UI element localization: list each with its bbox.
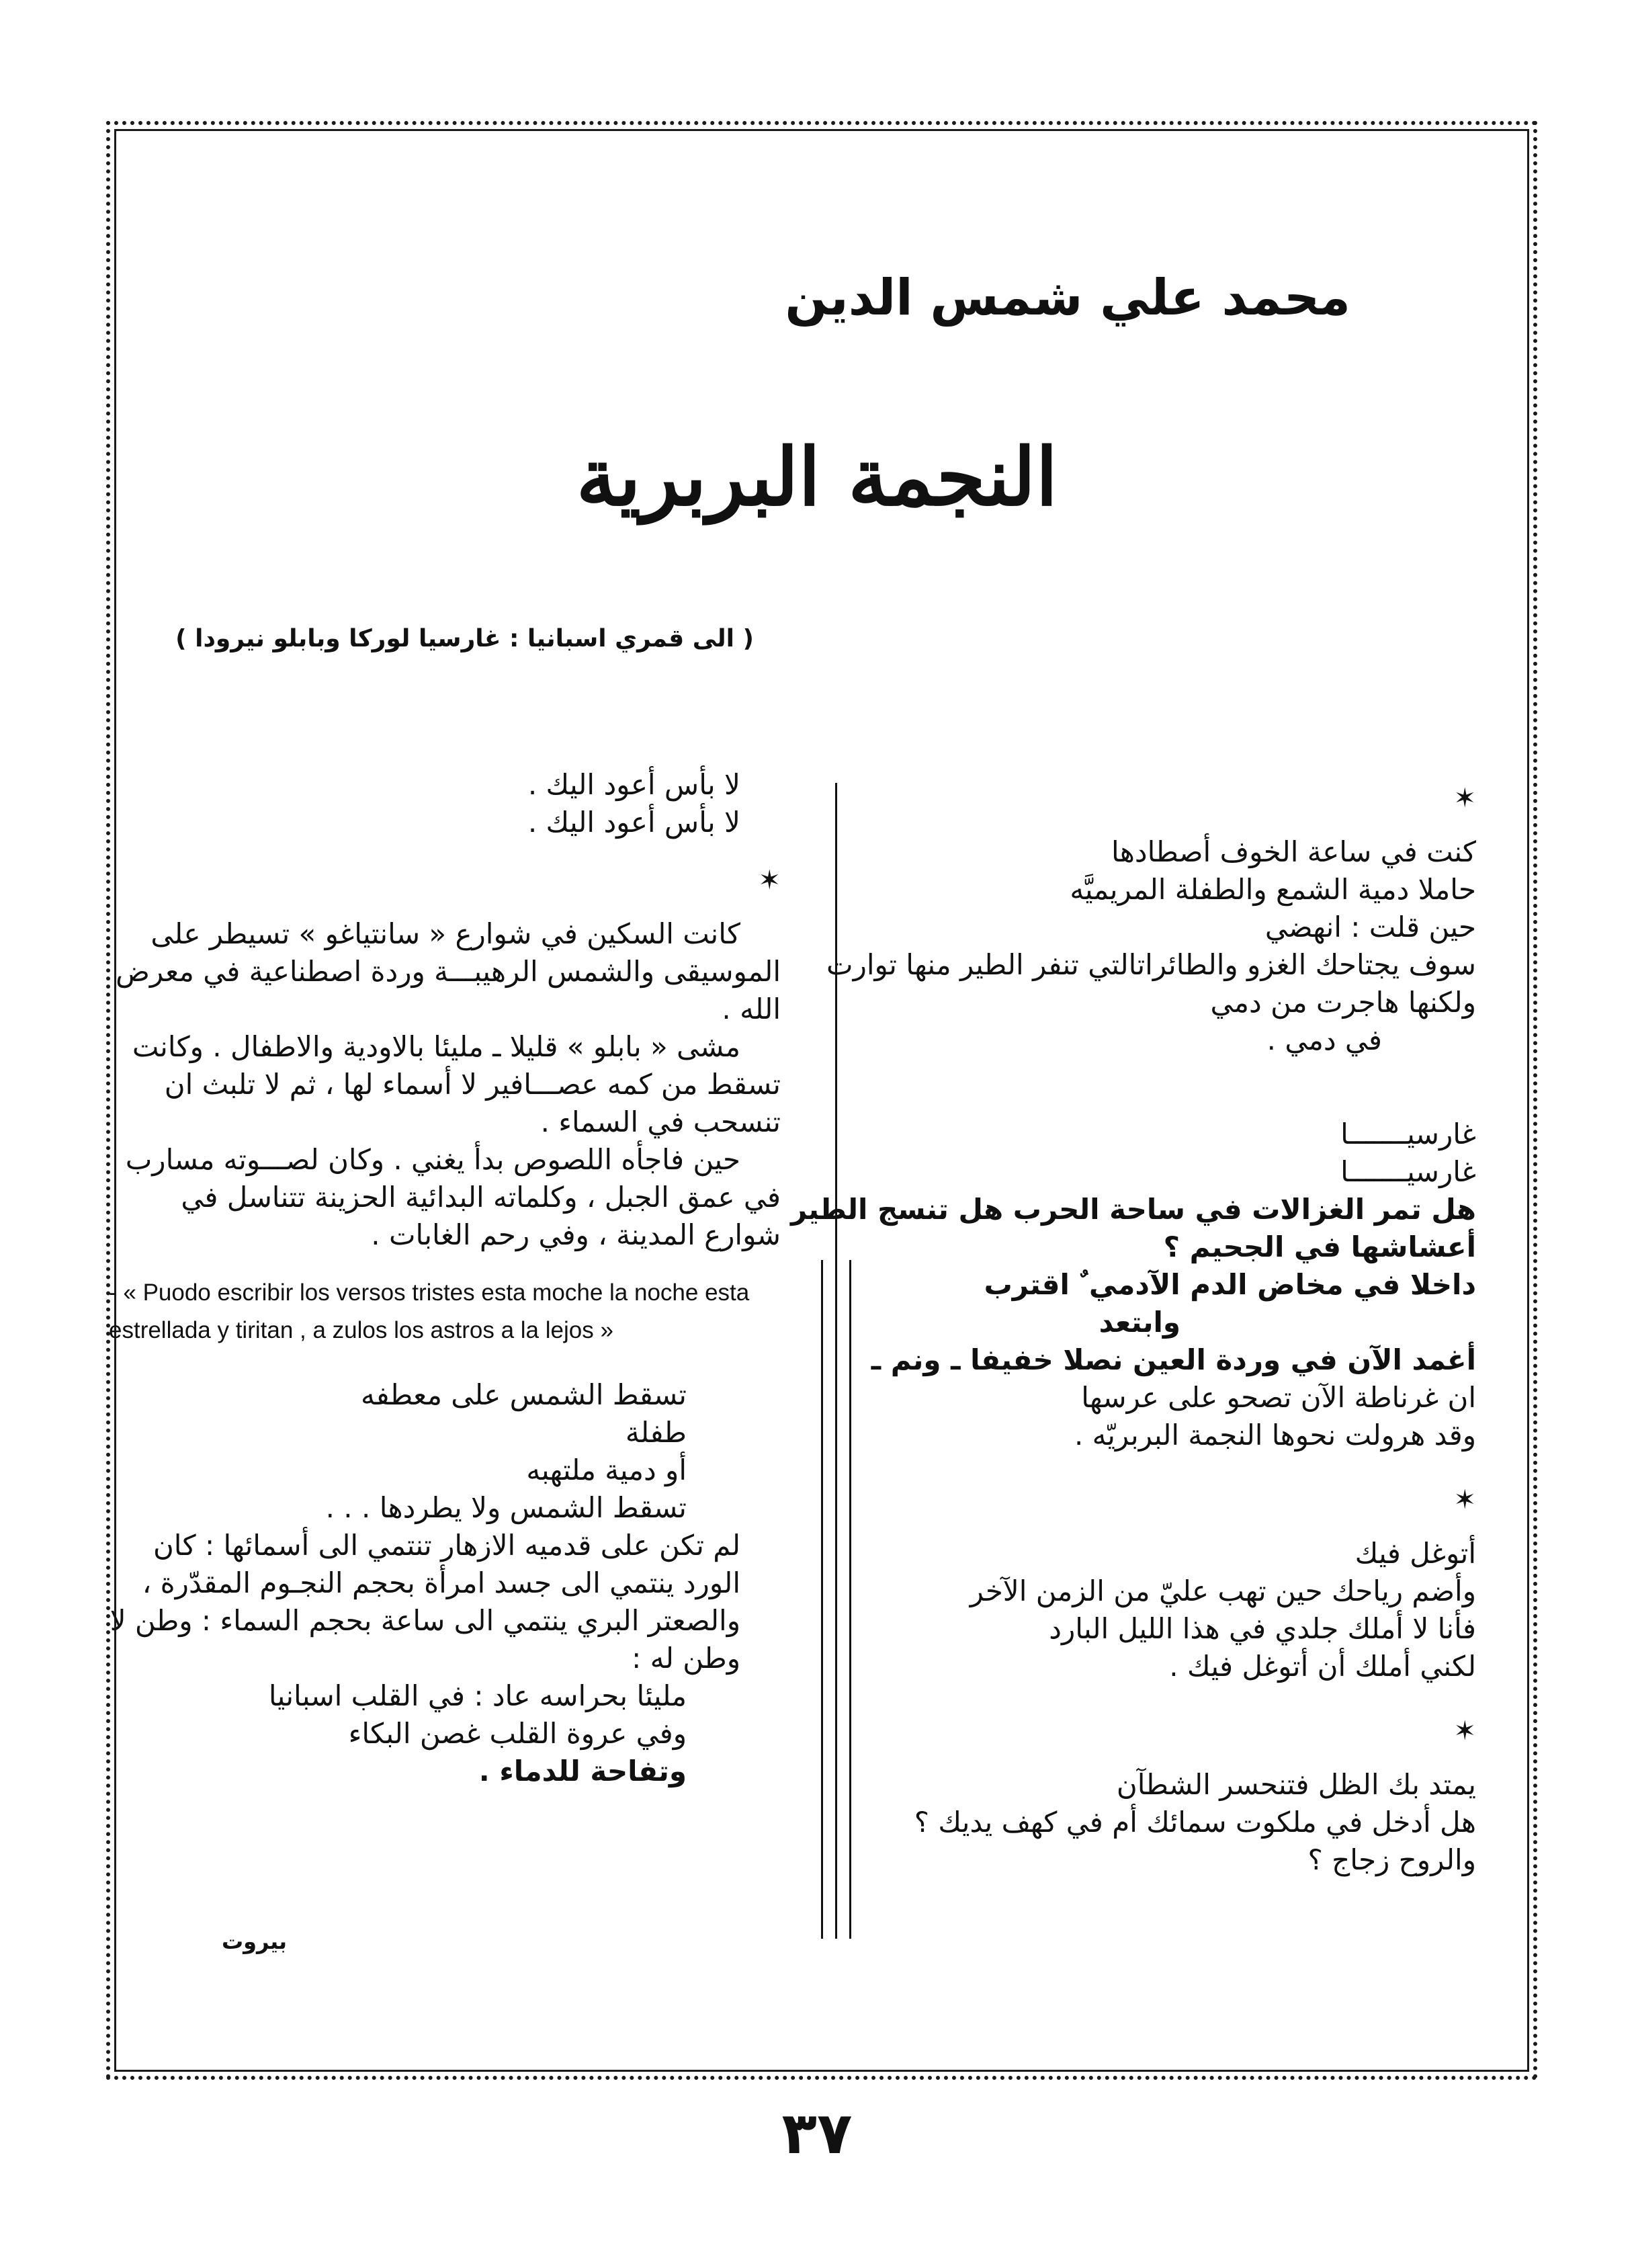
- refrain: [109, 766, 781, 841]
- prose-block: [109, 915, 781, 1254]
- star-icon: ✶: [758, 865, 781, 896]
- star-icon: ✶: [1453, 783, 1476, 814]
- verse-line: وتفاحة للدماء .: [478, 1755, 687, 1788]
- verse-line: والروح زجاج ؟: [1307, 1843, 1476, 1876]
- verse-line: مليئا بحراسه عاد : في القلب اسبانيا: [268, 1679, 687, 1712]
- verse-line: وابتعد: [1099, 1306, 1180, 1339]
- verse-line: سوف يجتاحك الغزو والطائراتالتي تنفر الطير منها توارت: [826, 948, 1476, 981]
- prose-paragraph: لم تكن على قدميه الازهار تنتمي الى أسمائها : كان الورد ينتمي الى جسد امرأة بحجم النجـوم المقدّرة ، والصعتر البري ينتمي الى ساعة بحجم السماء : وطن لا وطن له :: [110, 1529, 740, 1675]
- verses: [109, 1376, 781, 1527]
- verse-line: طفلة: [625, 1416, 687, 1449]
- star-icon: ✶: [1453, 1716, 1476, 1747]
- verse-line: أو دمية ملتهبه: [526, 1454, 687, 1486]
- verse-line: لكني أملك أن أتوغل فيك .: [1169, 1650, 1476, 1683]
- prose-paragraph: كانت السكين في شوارع « سانتياغو » تسيطر على الموسيقى والشمس الرهيبـــة وردة اصطناعية في معرض الله .: [116, 917, 781, 1025]
- poem-title: النجمة البربرية: [576, 430, 1058, 523]
- left-column: [109, 766, 781, 1790]
- verse-line: يمتد بك الظل فتنحسر الشطآن: [1116, 1768, 1476, 1801]
- verse-line: كنت في ساعة الخوف أصطادها: [1111, 835, 1476, 868]
- verse-line: وأضم رياحك حين تهب عليّ من الزمن الآخر: [970, 1574, 1476, 1607]
- verse-line: لا بأس أعود اليك .: [527, 768, 740, 801]
- right-column: [791, 766, 1476, 1879]
- verse-line: في دمي .: [1266, 1023, 1382, 1056]
- dedication: ( الى قمري اسبانيا : غارسيا لوركا وبابلو نيرودا ): [175, 625, 754, 653]
- verse-line: حاملا دمية الشمع والطفلة المريميَّه: [1070, 873, 1476, 906]
- verse-line: فأنا لا أملك جلدي في هذا الليل البارد: [1049, 1612, 1476, 1645]
- verse-line: تسقط الشمس ولا يطردها . . .: [325, 1491, 687, 1524]
- verse-line: ولكنها هاجرت من دمي: [1210, 986, 1476, 1019]
- stanza-3: [791, 1535, 1476, 1685]
- verse-line: تسقط الشمس على معطفه: [360, 1378, 687, 1411]
- verse-line: هل تمر الغزالات في ساحة الحرب هل تنسج الطير أعشاشها في الجحيم ؟: [791, 1193, 1476, 1263]
- prose-paragraph: حين فاجأه اللصوص بدأ يغني . وكان لصـــوته مسارب في عمق الجبل ، وكلماته البدائية الحزينة تتناسل في شوارع المدينة ، وفي رحم الغابات .: [125, 1143, 781, 1251]
- verse-line: غارسيـــــــا: [1340, 1118, 1476, 1150]
- spanish-quote: - « Puodo escribir los versos tristes esta moche la noche esta estrellada y tiritan , a zulos los astros a la lejos »: [109, 1279, 750, 1343]
- author-name: محمد علي شمس الدين: [785, 269, 1350, 327]
- stanza-1: [791, 833, 1476, 1059]
- verse-line: هل أدخل في ملكوت سمائك أم في كهف يديك ؟: [914, 1806, 1476, 1839]
- verse-line: وقد هرولت نحوها النجمة البربريّه .: [1074, 1419, 1476, 1452]
- stanza-2: [791, 1116, 1476, 1454]
- prose-paragraph: مشى « بابلو » قليلا ـ مليئا بالاودية والاطفال . وكانت تسقط من كمه عصـــافير لا أسماء لها ، ثم لا تلبث ان تنسحب في السماء .: [132, 1030, 781, 1138]
- verse-line: أتوغل فيك: [1354, 1537, 1476, 1570]
- closing-verses: [109, 1677, 781, 1790]
- verse-line: حين قلت : انهضي: [1264, 911, 1476, 943]
- place-signature: بيروت: [222, 1929, 288, 1954]
- page-number: ٣٧: [781, 2100, 853, 2167]
- verse-line: داخلا في مخاض الدم الآدمي ٌ اقترب: [984, 1268, 1476, 1301]
- verse-line: غارسيـــــــا: [1340, 1155, 1476, 1188]
- verse-line: ان غرناطة الآن تصحو على عرسها: [1081, 1381, 1476, 1414]
- verse-line: وفي عروة القلب غصن البكاء: [348, 1717, 687, 1750]
- verse-line: أغمد الآن في وردة العين نصلا خفيفا ـ ونم ـ: [871, 1343, 1476, 1376]
- verse-line: لا بأس أعود اليك .: [527, 806, 740, 839]
- star-icon: ✶: [1453, 1484, 1476, 1515]
- stanza-4: [791, 1766, 1476, 1879]
